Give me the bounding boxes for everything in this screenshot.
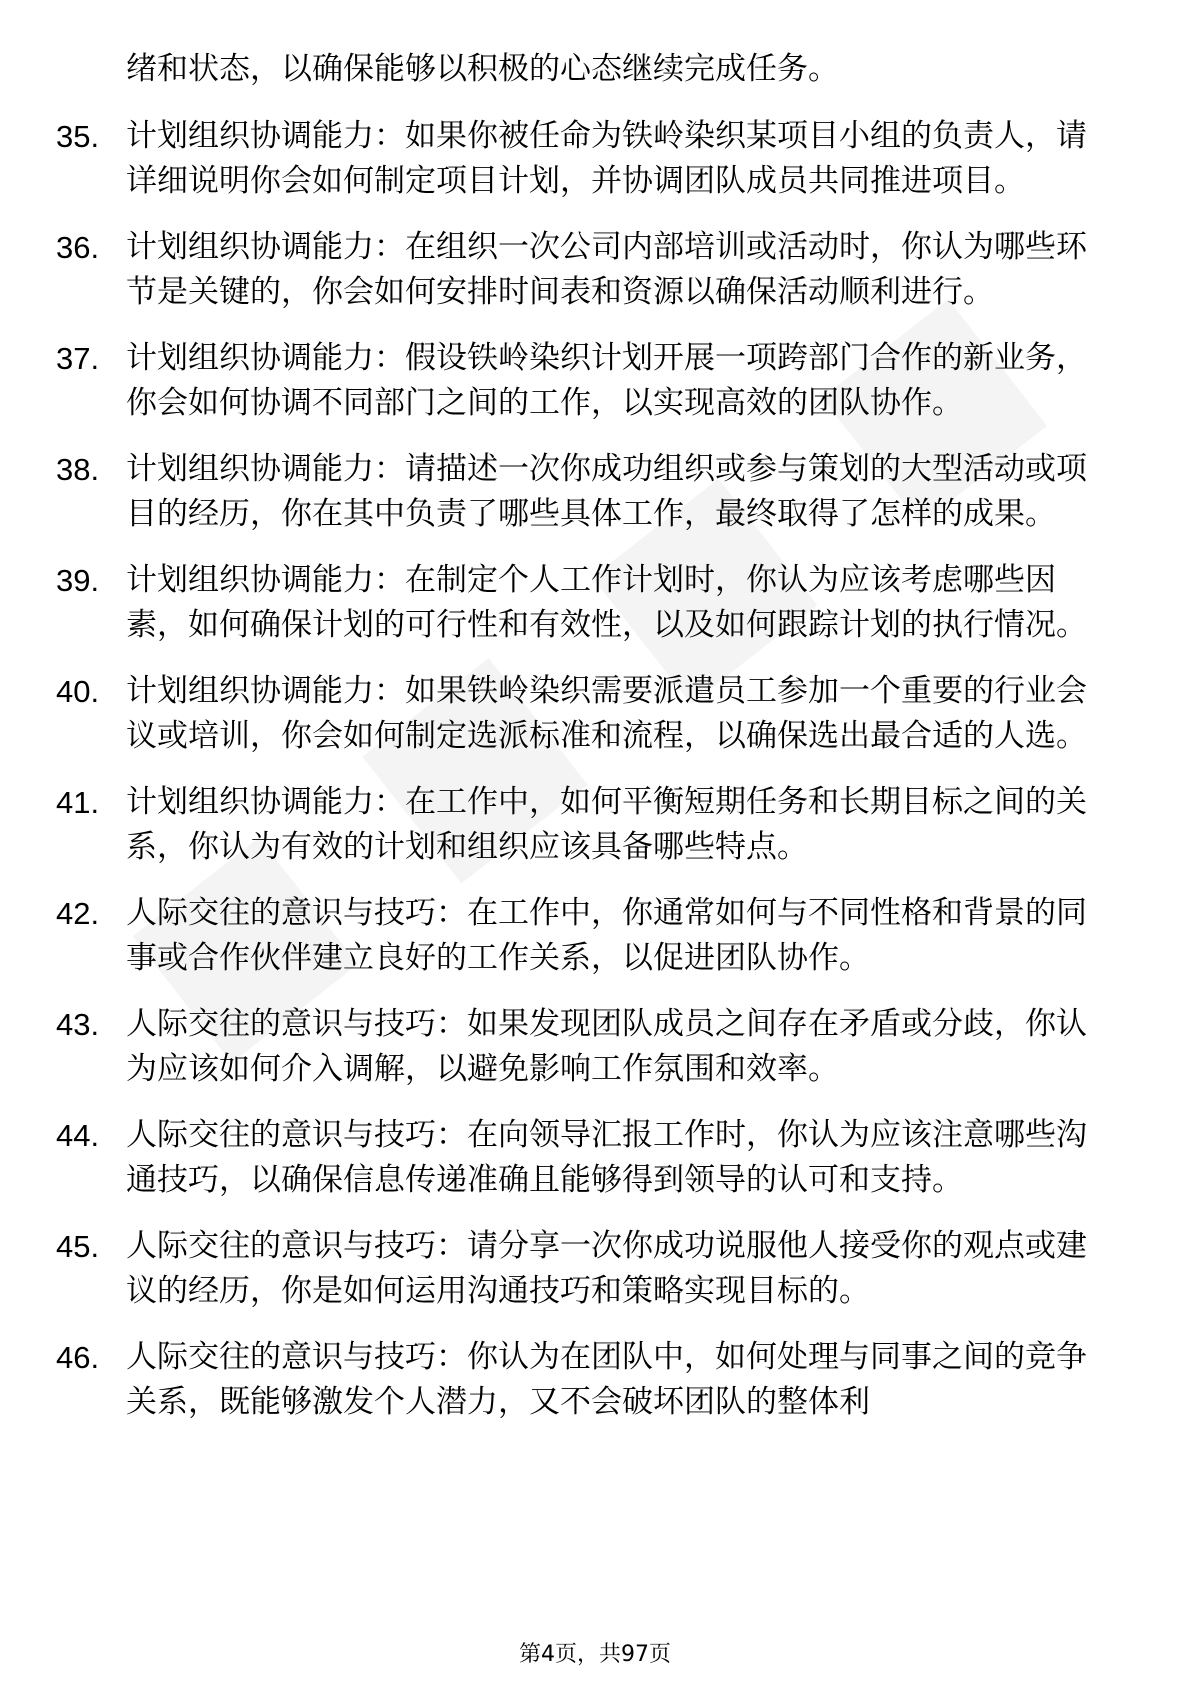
question-item-35 xyxy=(56,114,1116,204)
question-item-38 xyxy=(56,447,1116,537)
question-list xyxy=(56,114,1116,1425)
question-number: 35. xyxy=(56,119,100,154)
question-item-37 xyxy=(56,336,1116,426)
question-text: 计划组织协调能力：请描述一次你成功组织或参与策划的大型活动或项目的经历，你在其中负责了哪些具体工作，最终取得了怎样的成果。 xyxy=(126,451,1087,532)
question-item-45 xyxy=(56,1224,1116,1314)
question-number: 39. xyxy=(56,563,100,598)
question-item-41 xyxy=(56,780,1116,870)
question-text: 人际交往的意识与技巧：在向领导汇报工作时，你认为应该注意哪些沟通技巧，以确保信息传递准确且能够得到领导的认可和支持。 xyxy=(126,1117,1087,1198)
question-number: 46. xyxy=(56,1340,100,1375)
question-text: 计划组织协调能力：在组织一次公司内部培训或活动时，你认为哪些环节是关键的，你会如何安排时间表和资源以确保活动顺利进行。 xyxy=(126,229,1087,310)
question-text: 计划组织协调能力：假设铁岭染织计划开展一项跨部门合作的新业务，你会如何协调不同部门之间的工作，以实现高效的团队协作。 xyxy=(126,340,1087,421)
question-item-42 xyxy=(56,891,1116,981)
question-number: 42. xyxy=(56,896,100,931)
question-text: 人际交往的意识与技巧：如果发现团队成员之间存在矛盾或分歧，你认为应该如何介入调解，以避免影响工作氛围和效率。 xyxy=(126,1006,1087,1087)
question-number: 38. xyxy=(56,452,100,487)
question-item-36 xyxy=(56,225,1116,315)
document-body xyxy=(56,46,1116,1446)
question-text: 人际交往的意识与技巧：请分享一次你成功说服他人接受你的观点或建议的经历，你是如何运用沟通技巧和策略实现目标的。 xyxy=(126,1228,1087,1309)
question-text: 人际交往的意识与技巧：你认为在团队中，如何处理与同事之间的竞争关系，既能够激发个人潜力，又不会破坏团队的整体利 xyxy=(126,1339,1087,1420)
continuation-paragraph: 绪和状态，以确保能够以积极的心态继续完成任务。 xyxy=(126,51,839,87)
question-text: 计划组织协调能力：如果铁岭染织需要派遣员工参加一个重要的行业会议或培训，你会如何制定选派标准和流程，以确保选出最合适的人选。 xyxy=(126,673,1087,754)
question-number: 36. xyxy=(56,230,100,265)
question-item-39 xyxy=(56,558,1116,648)
question-number: 37. xyxy=(56,341,100,376)
question-item-44 xyxy=(56,1113,1116,1203)
question-text: 计划组织协调能力：在工作中，如何平衡短期任务和长期目标之间的关系，你认为有效的计划和组织应该具备哪些特点。 xyxy=(126,784,1087,865)
question-text: 计划组织协调能力：在制定个人工作计划时，你认为应该考虑哪些因素，如何确保计划的可行性和有效性，以及如何跟踪计划的执行情况。 xyxy=(126,562,1087,643)
question-number: 43. xyxy=(56,1007,100,1042)
question-number: 40. xyxy=(56,674,100,709)
question-number: 41. xyxy=(56,785,100,820)
question-number: 44. xyxy=(56,1118,100,1153)
page-footer: 第4页，共97页 xyxy=(519,1642,671,1667)
question-item-46 xyxy=(56,1335,1116,1425)
question-text: 计划组织协调能力：如果你被任命为铁岭染织某项目小组的负责人，请详细说明你会如何制定项目计划，并协调团队成员共同推进项目。 xyxy=(126,118,1087,199)
question-item-40 xyxy=(56,669,1116,759)
question-item-43 xyxy=(56,1002,1116,1092)
question-number: 45. xyxy=(56,1229,100,1264)
question-text: 人际交往的意识与技巧：在工作中，你通常如何与不同性格和背景的同事或合作伙伴建立良好的工作关系，以促进团队协作。 xyxy=(126,895,1087,976)
